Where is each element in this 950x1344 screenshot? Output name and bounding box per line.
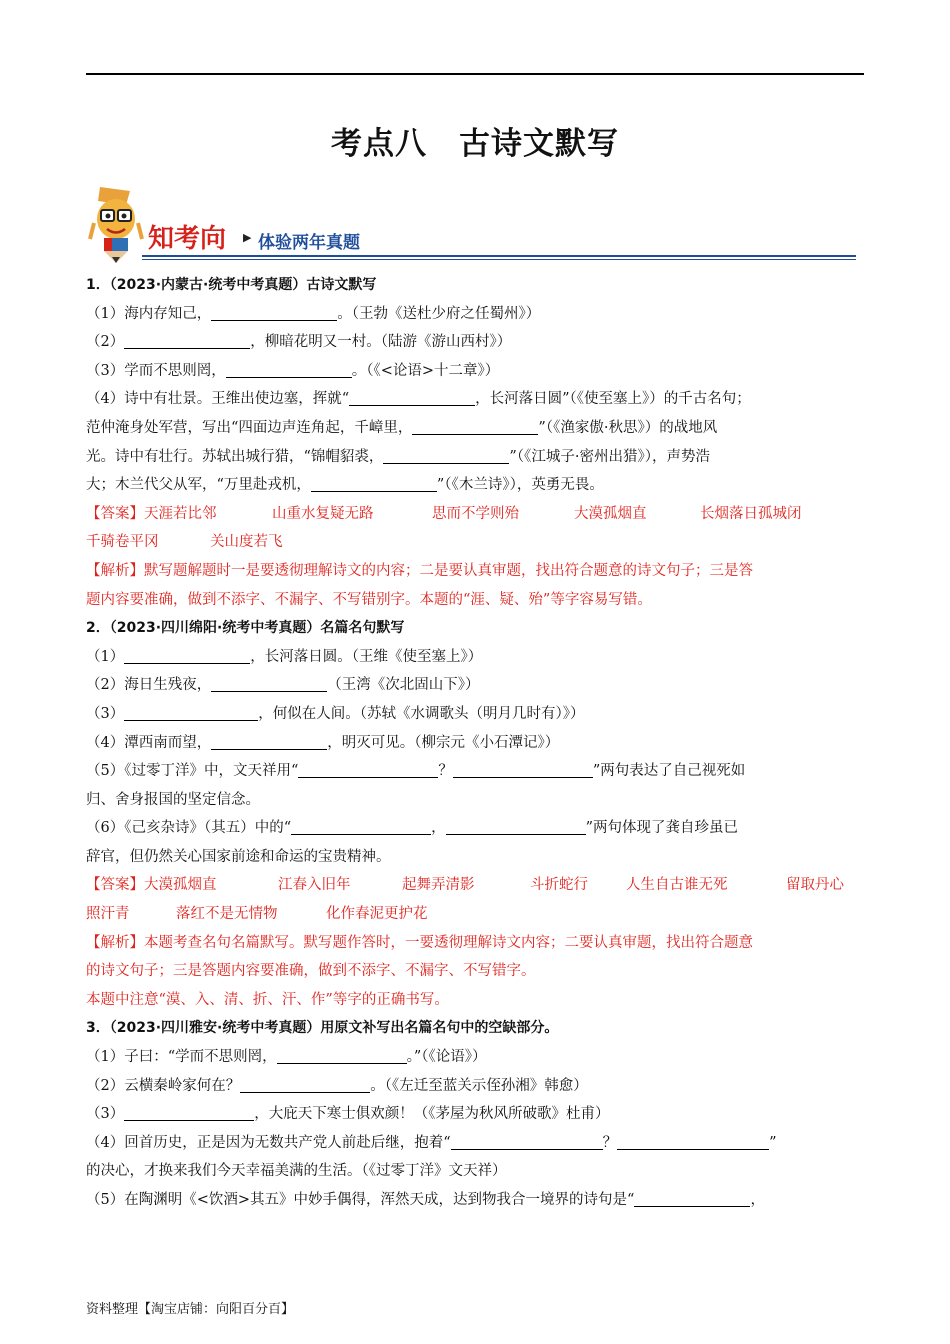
answer-blank[interactable] bbox=[240, 1075, 370, 1093]
q1-line-3: （3）学而不思则罔， 。（《<论语>十二章》） bbox=[86, 357, 864, 386]
answer-blank[interactable] bbox=[211, 303, 337, 321]
q2-line-4: （4）潭西南而望， ，明灭可见。（柳宗元《小石潭记》） bbox=[86, 729, 864, 758]
footer-credit: 资料整理【淘宝店铺：向阳百分百】 bbox=[86, 1302, 295, 1317]
answer-blank[interactable] bbox=[211, 674, 327, 692]
q1-answer: 【答案】天涯若比邻 山重水复疑无路 思而不学则殆 大漠孤烟直 长烟落日孤城闭 bbox=[86, 505, 802, 522]
question-2-heading: 2．（2023·四川绵阳·统考中考真题）名篇名句默写 bbox=[86, 620, 405, 637]
q1-analysis-cont: 题内容要准确，做到不添字、不漏字、不写错别字。本题的“涯、疑、殆”等字容易写错。 bbox=[86, 591, 652, 608]
answer-blank[interactable] bbox=[124, 1103, 254, 1121]
answer-blank[interactable] bbox=[349, 388, 475, 406]
q2-line-7: （6）《己亥杂诗》（其五）中的“ ， ”两句体现了龚自珍虽已 bbox=[86, 814, 864, 843]
banner-title: 知考向 bbox=[148, 224, 227, 254]
section-banner bbox=[86, 183, 856, 263]
answer-blank[interactable] bbox=[124, 331, 250, 349]
answer-blank[interactable] bbox=[412, 417, 538, 435]
answer-blank[interactable] bbox=[226, 360, 352, 378]
q3-line-5: 的决心，才换来我们今天幸福美满的生活。（《过零丁洋》文天祥） bbox=[86, 1163, 507, 1180]
answer-blank[interactable] bbox=[298, 760, 438, 778]
q2-line-6: 归、舍身报国的坚定信念。 bbox=[86, 791, 260, 808]
answer-blank[interactable] bbox=[451, 1132, 603, 1150]
q1-line-4: （4）诗中有壮景。王维出使边塞，挥就“ ，长河落日圆”（《使至塞上》）的千古名句； bbox=[86, 385, 864, 414]
q2-analysis-cont: 的诗文句子；三是答题内容要准确，做到不添字、不漏字、不写错字。 bbox=[86, 963, 536, 980]
banner-rule-thin bbox=[142, 259, 856, 260]
q2-line-2: （2）海日生残夜， （王湾《次北固山下》） bbox=[86, 671, 864, 700]
banner-subtitle: 体验两年真题 bbox=[258, 233, 360, 253]
questions bbox=[86, 271, 864, 1215]
q3-line-6: （5）在陶渊明《<饮酒>其五》中妙手偶得，浑然天成，达到物我合一境界的诗句是“ ， bbox=[86, 1186, 864, 1215]
q2-analysis-note: 本题中注意“漠、入、清、折、汗、作”等字的正确书写。 bbox=[86, 991, 449, 1008]
answer-blank[interactable] bbox=[124, 646, 250, 664]
answer-blank[interactable] bbox=[634, 1189, 750, 1207]
q1-line-1: （1）海内存知己， 。（王勃《送杜少府之任蜀州》） bbox=[86, 300, 864, 329]
banner-rule bbox=[142, 255, 856, 257]
q3-line-1: （1）子曰：“学而不思则罔， 。”（《论语》） bbox=[86, 1043, 864, 1072]
answer-blank[interactable] bbox=[124, 703, 258, 721]
q1-line-2: （2） ，柳暗花明又一村。（陆游《游山西村》） bbox=[86, 328, 864, 357]
answer-blank[interactable] bbox=[311, 474, 437, 492]
q1-answer-cont: 千骑卷平冈 关山度若飞 bbox=[86, 534, 283, 551]
q1-line-7: 大；木兰代父从军，“万里赴戎机， ”（《木兰诗》），英勇无畏。 bbox=[86, 471, 864, 500]
q1-line-6: 光。诗中有壮行。苏轼出城行猎，“锦帽貂裘， ”（《江城子·密州出猎》），声势浩 bbox=[86, 443, 864, 472]
top-rule bbox=[86, 73, 864, 75]
answer-blank[interactable] bbox=[277, 1046, 407, 1064]
q2-line-8: 辞官，但仍然关心国家前途和命运的宝贵精神。 bbox=[86, 848, 391, 865]
pencil-mascot-icon bbox=[86, 183, 146, 263]
q2-line-5: （5）《过零丁洋》中，文天祥用“ ？ ”两句表达了自己视死如 bbox=[86, 757, 864, 786]
answer-blank[interactable] bbox=[291, 817, 431, 835]
q3-line-4: （4）回首历史，正是因为无数共产党人前赴后继，抱着“ ？ ” bbox=[86, 1129, 864, 1158]
q2-answer-cont: 照汗青 落红不是无情物 化作春泥更护花 bbox=[86, 906, 428, 923]
q1-line-5: 范仲淹身处军营，写出“四面边声连角起，千嶂里， ”（《渔家傲·秋思》）的战地风 bbox=[86, 414, 864, 443]
q3-line-3: （3） ，大庇天下寒士俱欢颜！（《茅屋为秋风所破歌》杜甫） bbox=[86, 1100, 864, 1129]
q2-line-3: （3） ，何似在人间。（苏轼《水调歌头（明月几时有）》） bbox=[86, 700, 864, 729]
q3-line-2: （2）云横秦岭家何在？ 。（《左迁至蓝关示侄孙湘》韩愈） bbox=[86, 1072, 864, 1101]
q2-answer: 【答案】大漠孤烟直 江春入旧年 起舞弄清影 斗折蛇行 人生自古谁无死 留取丹心 bbox=[86, 877, 844, 894]
question-1-heading: 1．（2023·内蒙古·统考中考真题）古诗文默写 bbox=[86, 277, 377, 293]
answer-blank[interactable] bbox=[383, 446, 509, 464]
answer-blank[interactable] bbox=[446, 817, 586, 835]
q1-analysis: 【解析】默写题解题时一是要透彻理解诗文的内容；二是要认真审题，找出符合题意的诗文句子；三是答 bbox=[86, 562, 753, 579]
page-title: 考点八 古诗文默写 bbox=[331, 126, 619, 162]
q2-analysis: 【解析】本题考查名句名篇默写。默写题作答时，一要透彻理解诗文内容；二要认真审题，找出符合题意 bbox=[86, 934, 753, 951]
question-3-heading: 3．（2023·四川雅安·统考中考真题）用原文补写出名篇名句中的空缺部分。 bbox=[86, 1020, 559, 1037]
q2-line-1: （1） ，长河落日圆。（王维《使至塞上》） bbox=[86, 643, 864, 672]
answer-blank[interactable] bbox=[617, 1132, 769, 1150]
answer-blank[interactable] bbox=[211, 732, 327, 750]
banner-arrow-icon: ▶ bbox=[243, 231, 252, 244]
answer-blank[interactable] bbox=[453, 760, 593, 778]
